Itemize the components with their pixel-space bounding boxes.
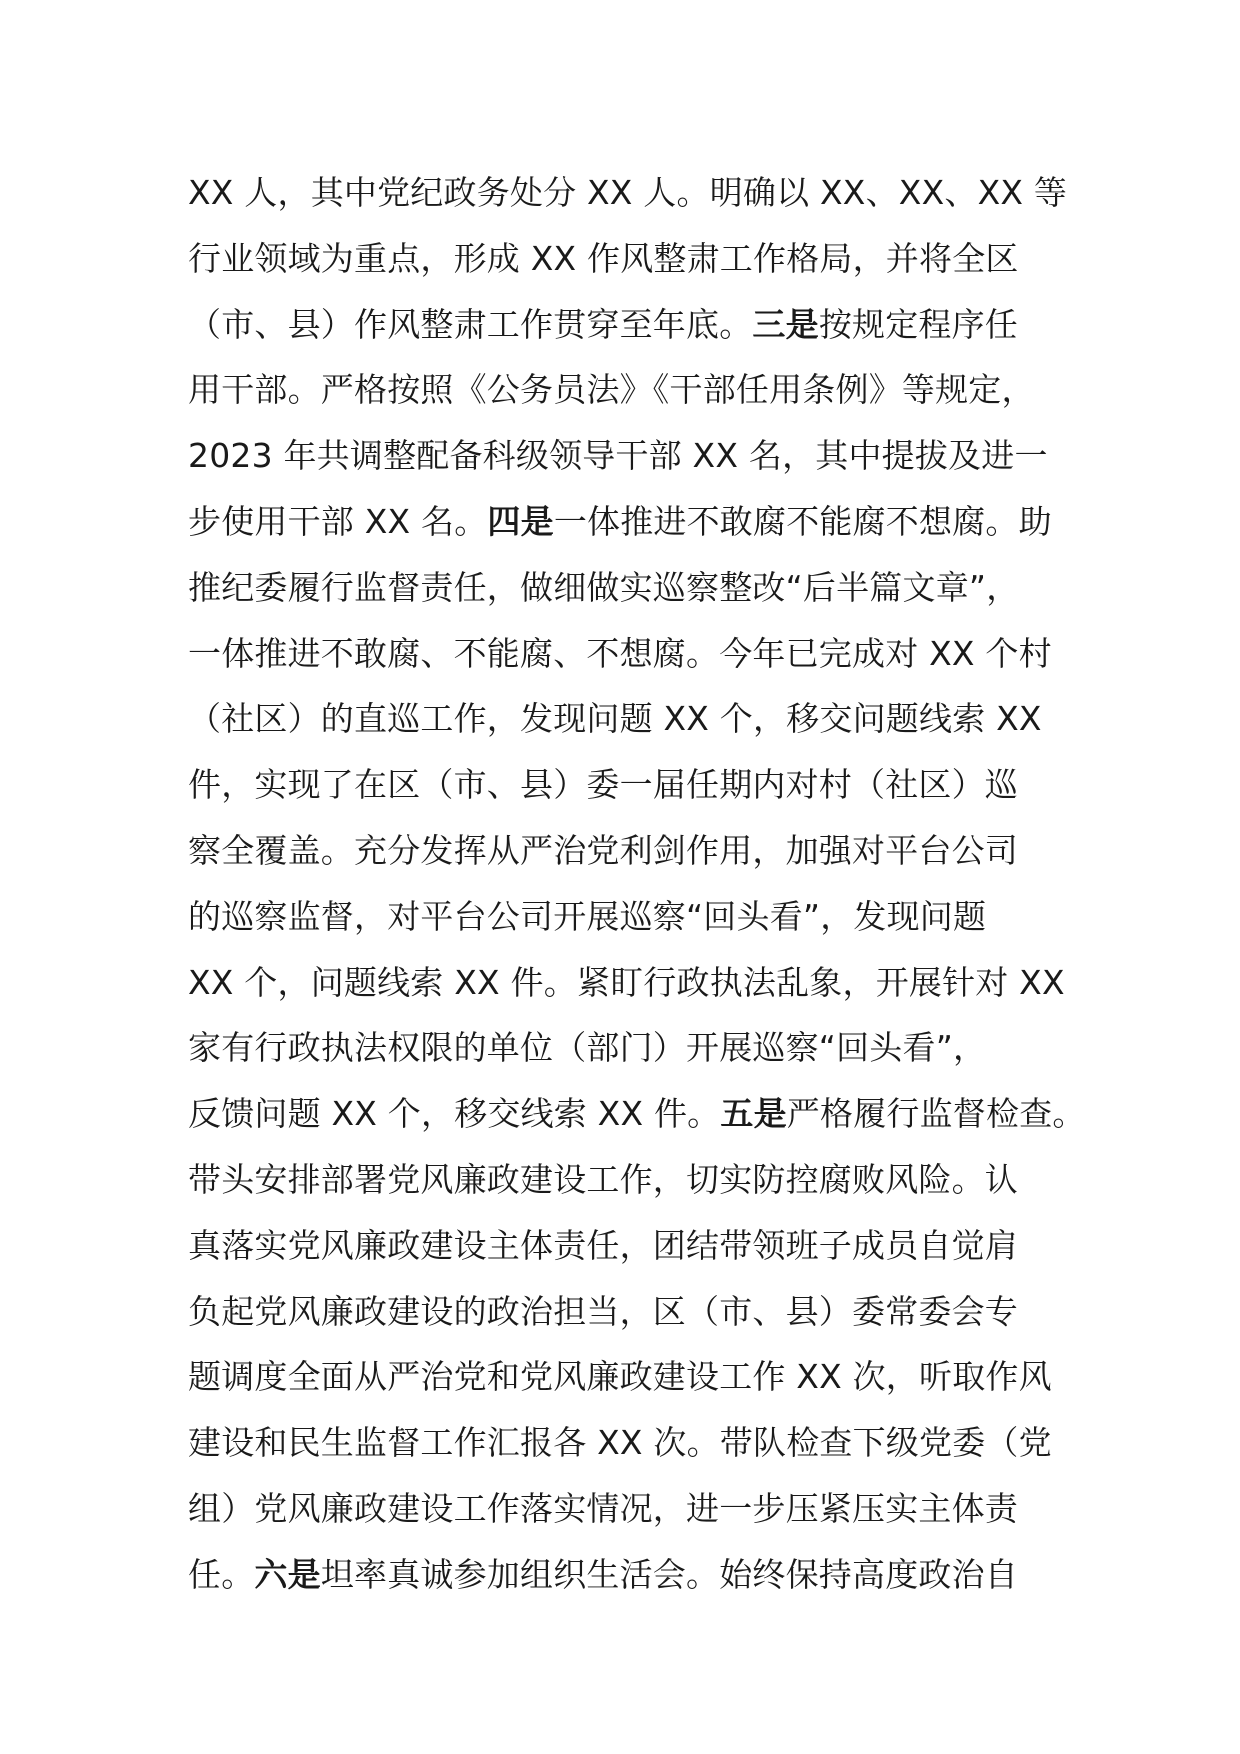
text-segment: 2023 年共调整配备科级领导干部 XX 名，其中提拔及进一: [188, 436, 1048, 476]
text-line: [188, 1542, 1068, 1608]
text-segment: 步使用干部 XX 名。: [188, 501, 488, 541]
text-line: [188, 1410, 1068, 1476]
bold-heading-marker: 三是: [752, 304, 819, 344]
text-segment: 坦率真诚参加组织生活会。始终保持高度政治自: [320, 1554, 1019, 1594]
text-segment: 件，实现了在区（市、县）委一届任期内对村（社区）巡: [188, 765, 1018, 805]
text-line: [188, 884, 1068, 950]
text-segment: 组）党风廉政建设工作落实情况，进一步压紧压实主体责: [188, 1488, 1018, 1528]
text-segment: 反馈问题 XX 个，移交线索 XX 件。: [188, 1094, 721, 1134]
text-segment: 带头安排部署党风廉政建设工作，切实防控腐败风险。认: [188, 1159, 1018, 1199]
text-segment: 严格履行监督检查。: [786, 1094, 1086, 1134]
text-segment: 察全覆盖。充分发挥从严治党利剑作用，加强对平台公司: [188, 830, 1018, 870]
text-line: [188, 292, 1068, 358]
text-line: [188, 489, 1068, 555]
text-line: [188, 423, 1068, 489]
text-segment: XX 个，问题线索 XX 件。紧盯行政执法乱象，开展针对 XX: [188, 962, 1065, 1002]
text-segment: 负起党风廉政建设的政治担当，区（市、县）委常委会专: [188, 1291, 1018, 1331]
text-line: [188, 1015, 1068, 1081]
text-segment: 按规定程序任: [818, 304, 1019, 344]
text-segment: 一体推进不敢腐、不能腐、不想腐。今年已完成对 XX 个村: [188, 633, 1052, 673]
text-segment: 一体推进不敢腐不能腐不想腐。助: [553, 501, 1052, 541]
text-line: [188, 1213, 1068, 1279]
text-segment: 用干部。严格按照《公务员法》《干部任用条例》等规定，: [188, 370, 1035, 410]
text-line: [188, 226, 1068, 292]
bold-heading-marker: 四是: [487, 501, 554, 541]
text-segment: 推纪委履行监督责任，做细做实巡察整改“后半篇文章”，: [188, 567, 1020, 607]
text-segment: 建设和民生监督工作汇报各 XX 次。带队检查下级党委（党: [188, 1423, 1052, 1463]
bold-heading-marker: 五是: [720, 1094, 787, 1134]
text-line: [188, 818, 1068, 884]
text-line: [188, 160, 1068, 226]
text-segment: 真落实党风廉政建设主体责任，团结带领班子成员自觉肩: [188, 1225, 1018, 1265]
text-line: [188, 1476, 1068, 1542]
text-segment: 任。: [188, 1554, 255, 1594]
text-line: [188, 1081, 1086, 1147]
text-line: [188, 1344, 1068, 1410]
text-line: [188, 950, 1068, 1016]
text-line: [188, 1147, 1068, 1213]
text-segment: XX 人，其中党纪政务处分 XX 人。明确以 XX、XX、XX 等: [188, 173, 1068, 212]
text-line: [188, 357, 1068, 423]
text-segment: 行业领域为重点，形成 XX 作风整肃工作格局，并将全区: [188, 238, 1019, 278]
body-text: [188, 160, 1086, 1608]
text-segment: 家有行政执法权限的单位（部门）开展巡察“回头看”，: [188, 1028, 987, 1068]
text-segment: （社区）的直巡工作，发现问题 XX 个，移交问题线索 XX: [188, 699, 1042, 739]
text-segment: 题调度全面从严治党和党风廉政建设工作 XX 次，听取作风: [188, 1357, 1052, 1397]
text-line: [188, 752, 1068, 818]
text-line: [188, 1279, 1068, 1345]
text-segment: （市、县）作风整肃工作贯穿至年底。: [188, 304, 753, 344]
text-line: [188, 555, 1068, 621]
text-line: [188, 686, 1068, 752]
text-line: [188, 621, 1068, 687]
text-segment: 的巡察监督，对平台公司开展巡察“回头看”，发现问题: [188, 896, 987, 936]
bold-heading-marker: 六是: [254, 1554, 321, 1594]
